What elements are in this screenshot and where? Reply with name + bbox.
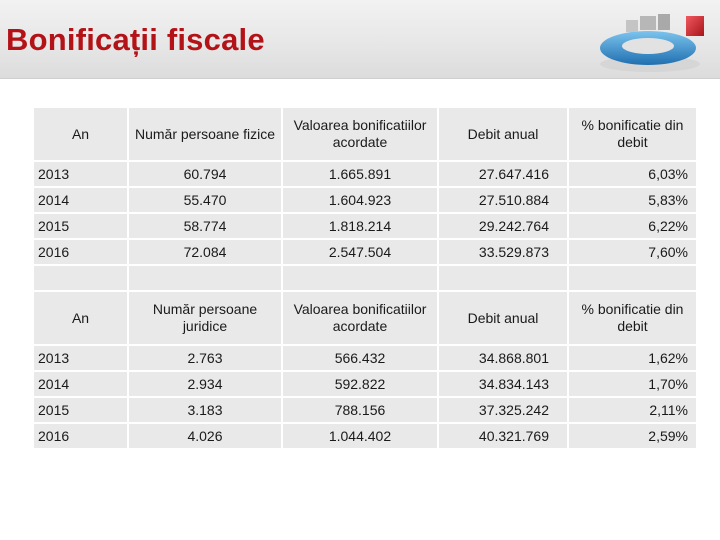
- logo-wall-block: [640, 16, 656, 30]
- spacer-row: [33, 265, 697, 291]
- header-an: An: [33, 107, 128, 161]
- table-row: [33, 187, 697, 213]
- table-row: [33, 371, 697, 397]
- header-divider: [0, 78, 720, 79]
- cell-debit: 27.510.884: [438, 187, 568, 213]
- cell-numar: 2.934: [128, 371, 282, 397]
- cell-valoare: 592.822: [282, 371, 438, 397]
- cell-procent: 6,22%: [568, 213, 697, 239]
- cell-numar: 3.183: [128, 397, 282, 423]
- cell-numar: 4.026: [128, 423, 282, 449]
- cell-procent: 2,11%: [568, 397, 697, 423]
- cell-valoare: 1.818.214: [282, 213, 438, 239]
- cell-numar: 55.470: [128, 187, 282, 213]
- logo-ring-inner: [622, 38, 674, 54]
- header-procent-bonificatie: % bonificatie din debit: [568, 107, 697, 161]
- logo-wall-block: [626, 20, 638, 32]
- header-valoare-bonificatii: Valoarea bonificatiilor acordate: [282, 291, 438, 345]
- cell-an: 2014: [33, 187, 128, 213]
- cell-procent: 2,59%: [568, 423, 697, 449]
- cell-numar: 2.763: [128, 345, 282, 371]
- header-numar-persoane-fizice: Număr persoane fizice: [128, 107, 282, 161]
- cell-procent: 6,03%: [568, 161, 697, 187]
- cell-procent: 5,83%: [568, 187, 697, 213]
- table-row: [33, 161, 697, 187]
- cell-debit: 29.242.764: [438, 213, 568, 239]
- cell-debit: 37.325.242: [438, 397, 568, 423]
- header-debit-anual: Debit anual: [438, 107, 568, 161]
- logo-red-cube: [686, 16, 704, 36]
- cell-numar: 60.794: [128, 161, 282, 187]
- header-numar-persoane-juridice: Număr persoane juridice: [128, 291, 282, 345]
- cell-numar: 72.084: [128, 239, 282, 265]
- cell-an: 2013: [33, 345, 128, 371]
- table-row: [33, 213, 697, 239]
- table1-header-row: [33, 107, 697, 161]
- table-row: [33, 345, 697, 371]
- cell-valoare: 1.665.891: [282, 161, 438, 187]
- cell-procent: 1,62%: [568, 345, 697, 371]
- cell-valoare: 2.547.504: [282, 239, 438, 265]
- logo-wall-block: [658, 14, 670, 30]
- cell-valoare: 1.604.923: [282, 187, 438, 213]
- cell-valoare: 788.156: [282, 397, 438, 423]
- slide-title: Bonificații fiscale: [6, 22, 265, 57]
- header-valoare-bonificatii: Valoarea bonificatiilor acordate: [282, 107, 438, 161]
- cell-debit: 27.647.416: [438, 161, 568, 187]
- table-row: [33, 397, 697, 423]
- table2-header-row: [33, 291, 697, 345]
- cell-an: 2015: [33, 397, 128, 423]
- cell-valoare: 1.044.402: [282, 423, 438, 449]
- cell-procent: 7,60%: [568, 239, 697, 265]
- cell-debit: 33.529.873: [438, 239, 568, 265]
- cell-debit: 34.868.801: [438, 345, 568, 371]
- cell-an: 2016: [33, 239, 128, 265]
- cell-debit: 40.321.769: [438, 423, 568, 449]
- cell-numar: 58.774: [128, 213, 282, 239]
- table-row: [33, 239, 697, 265]
- header-procent-bonificatie: % bonificatie din debit: [568, 291, 697, 345]
- cell-debit: 34.834.143: [438, 371, 568, 397]
- tax-bonus-table: [32, 106, 698, 450]
- cell-procent: 1,70%: [568, 371, 697, 397]
- header-an: An: [33, 291, 128, 345]
- cell-valoare: 566.432: [282, 345, 438, 371]
- cell-an: 2016: [33, 423, 128, 449]
- cell-an: 2013: [33, 161, 128, 187]
- table-row: [33, 423, 697, 449]
- cell-an: 2014: [33, 371, 128, 397]
- 3d-ring-logo-icon: [592, 6, 716, 74]
- header-debit-anual: Debit anual: [438, 291, 568, 345]
- cell-an: 2015: [33, 213, 128, 239]
